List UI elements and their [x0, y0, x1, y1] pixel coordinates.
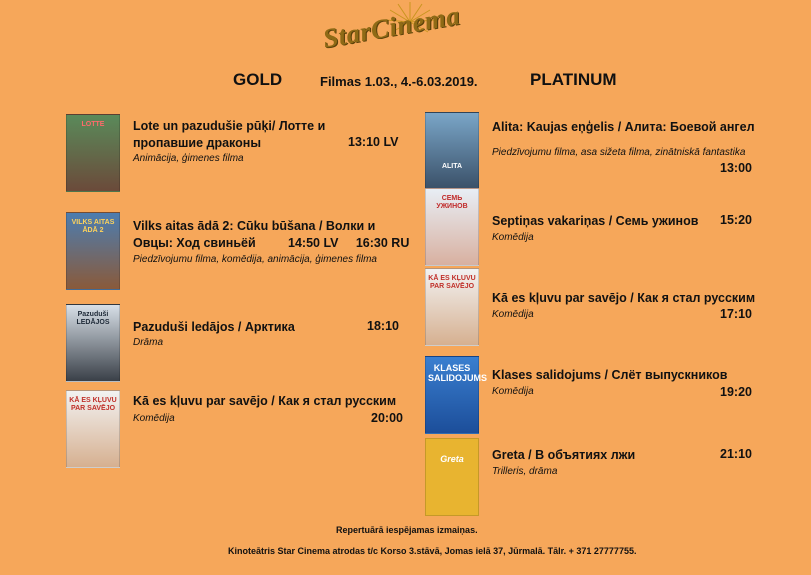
movie-genre: Komēdija — [133, 413, 175, 424]
logo-text: StarCinema — [320, 0, 463, 54]
movie-poster[interactable]: LOTTE — [66, 114, 120, 192]
movie-poster[interactable]: KĀ ES KĻUVU PAR SAVĒJO — [425, 268, 479, 346]
movie-genre: Komēdija — [492, 309, 534, 320]
movie-title: Pazuduši ledājos / Арктика — [133, 320, 295, 334]
movie-poster[interactable]: Greta — [425, 438, 479, 516]
movie-poster[interactable]: ALITA — [425, 112, 479, 190]
movie-genre: Trilleris, drāma — [492, 466, 558, 477]
movie-poster[interactable]: KLASES SALIDOJUMS — [425, 356, 479, 434]
showtime[interactable]: 17:10 — [720, 307, 752, 321]
showtime[interactable]: 14:50 LV 16:30 RU — [288, 236, 410, 250]
cinema-address: Kinoteātris Star Cinema atrodas t/c Korso 3.stāvā, Jomas ielā 37, Jūrmalā. Tālr. + 371 27777755. — [228, 546, 637, 556]
showtime[interactable]: 15:20 — [720, 213, 752, 227]
movie-genre: Drāma — [133, 337, 164, 348]
movie-title: Klases salidojums / Слёт выпускников — [492, 368, 728, 382]
movie-genre: Komēdija — [492, 232, 534, 243]
showtime[interactable]: 18:10 — [367, 319, 399, 333]
movie-title: Alita: Kaujas eņģelis / Алита: Боевой ангел — [492, 120, 755, 134]
gold-hall-label: GOLD — [233, 70, 283, 89]
movie-title: Kā es kļuvu par savējo / Как я стал русским — [133, 394, 397, 408]
movie-title: Vilks aitas ādā 2: Cūku būšana / Волки и Овцы: Ход свиньёй — [133, 219, 376, 250]
movie-title: Septiņas vakariņas / Семь ужинов — [492, 214, 699, 228]
movie-poster[interactable]: KĀ ES KĻUVU PAR SAVĒJO — [66, 390, 120, 468]
platinum-hall-label: PLATINUM — [530, 70, 617, 89]
movie-title: Lote un pazudušie pūķi/ Лотте и пропавшие драконы — [133, 119, 326, 150]
movie-genre: Piedzīvojumu filma, komēdija, animācija, ģimenes filma — [133, 254, 377, 265]
movie-poster[interactable]: СЕМЬ УЖИНОВ — [425, 188, 479, 266]
showtime[interactable]: 13:10 LV — [348, 135, 399, 149]
movie-poster[interactable]: VILKS AITAS ĀDĀ 2 — [66, 212, 120, 290]
star-cinema-logo — [322, 2, 482, 60]
movie-title: Greta / В объятиях лжи — [492, 448, 636, 462]
movie-title: Kā es kļuvu par savējo / Как я стал русским — [492, 291, 756, 305]
movie-genre: Piedzīvojumu filma, asa sižeta filma, zinātniskā fantastika — [492, 147, 746, 158]
schedule-change-note: Repertuārā iespējamas izmaiņas. — [336, 525, 478, 535]
movie-poster[interactable]: Pazuduši LEDĀJOS — [66, 304, 120, 382]
showtime[interactable]: 20:00 — [371, 411, 403, 425]
schedule-date-label: Filmas 1.03., 4.-6.03.2019. — [320, 74, 478, 89]
movie-genre: Komēdija — [492, 386, 534, 397]
showtime[interactable]: 21:10 — [720, 447, 752, 461]
movie-genre: Animācija, ģimenes filma — [133, 153, 244, 164]
showtime[interactable]: 19:20 — [720, 385, 752, 399]
showtime[interactable]: 13:00 — [720, 161, 752, 175]
